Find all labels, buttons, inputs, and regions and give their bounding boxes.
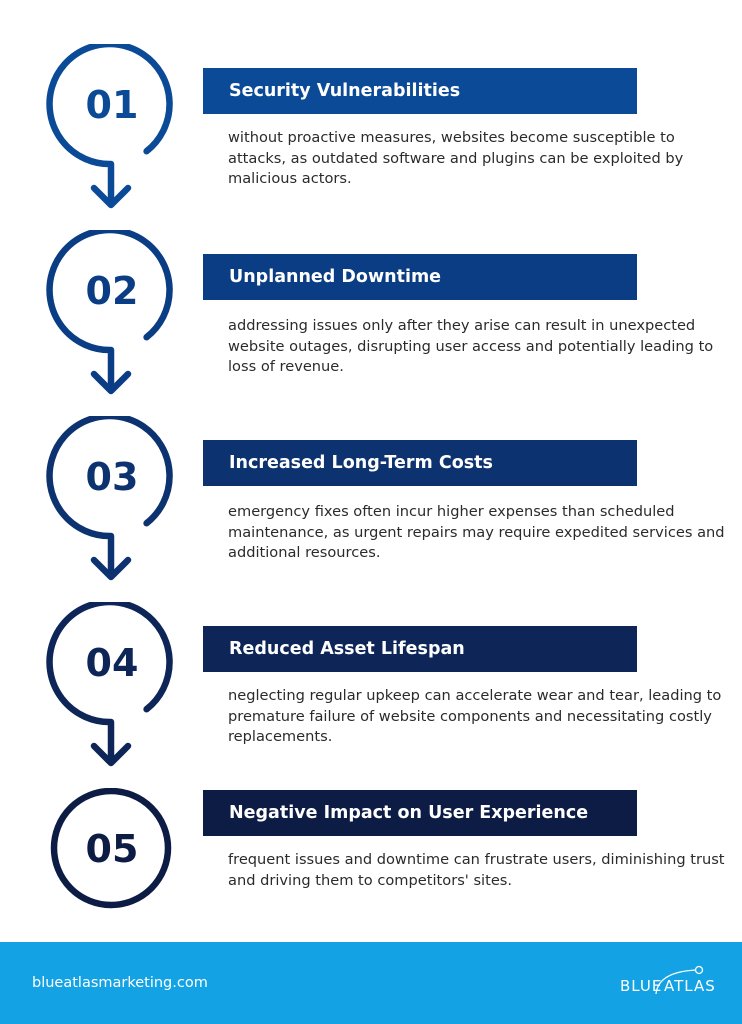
footer-website-link[interactable]: blueatlasmarketing.com <box>32 975 208 991</box>
step-number: 05 <box>85 827 139 871</box>
circle-arrow-icon <box>46 230 176 400</box>
step-title-bar: Increased Long-Term Costs <box>203 440 637 486</box>
step-number: 04 <box>85 641 139 685</box>
logo-text-blue: BLUE <box>620 977 663 995</box>
step-description: emergency fixes often incur higher expenses than scheduled maintenance, as urgent repairs may require expedited services and additional resources. <box>228 503 725 561</box>
step-number: 01 <box>85 83 139 127</box>
step-number: 02 <box>85 269 139 313</box>
step-title-bar: Negative Impact on User Experience <box>203 790 637 836</box>
step-title-bar: Security Vulnerabilities <box>203 68 637 114</box>
circle-arrow-icon <box>46 602 176 772</box>
footer <box>0 942 742 1024</box>
step-description: without proactive measures, websites become susceptible to attacks, as outdated software and plugins can be exploited by malicious actors. <box>228 129 684 187</box>
step-title-bar: Unplanned Downtime <box>203 254 637 300</box>
step-description: neglecting regular upkeep can accelerate wear and tear, leading to premature failure of website components and necessitating costly replacements. <box>228 687 722 745</box>
step-title-bar: Reduced Asset Lifespan <box>203 626 637 672</box>
step-description: addressing issues only after they arise can result in unexpected website outages, disrupting user access and potentially leading to loss of revenue. <box>228 317 714 375</box>
step-description: frequent issues and downtime can frustrate users, diminishing trust and driving them to competitors' sites. <box>228 851 725 889</box>
circle-arrow-icon <box>46 416 176 586</box>
circle-arrow-icon <box>46 44 176 214</box>
logo-text-atlas: ATLAS <box>664 977 716 995</box>
step-number: 03 <box>85 455 139 499</box>
